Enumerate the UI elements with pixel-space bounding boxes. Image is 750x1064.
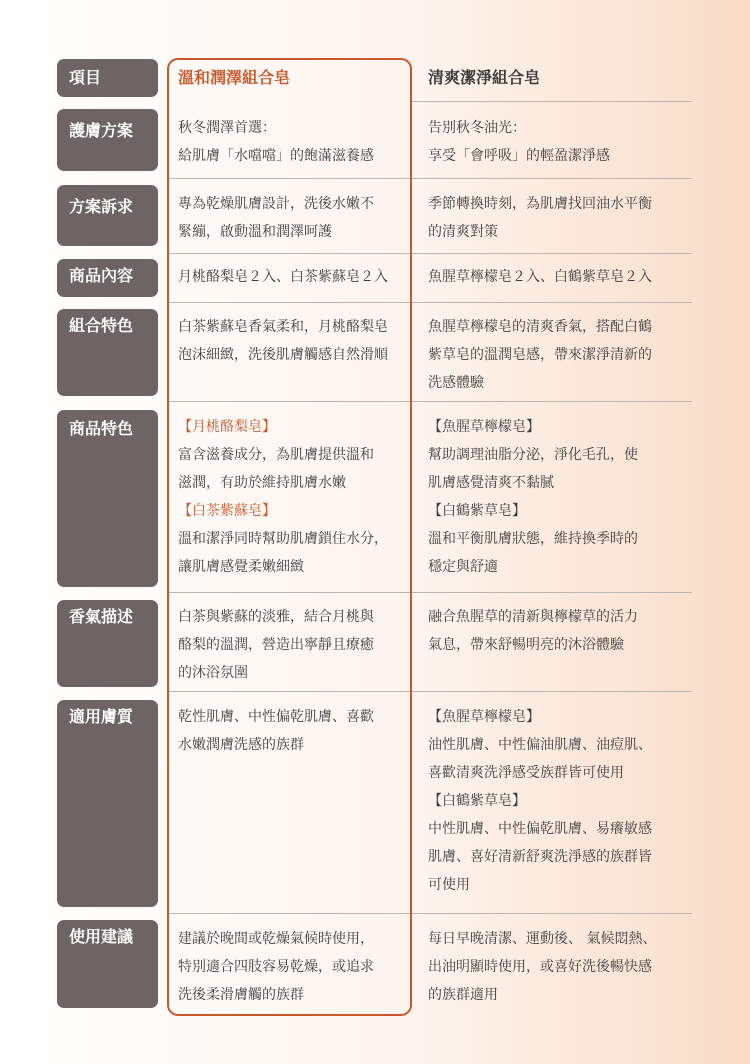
cell-line: 富含滋養成分，為肌膚提供溫和 <box>178 447 374 463</box>
cell-line: 特別適合四肢容易乾燥，或追求 <box>178 959 374 975</box>
label-text: 適用膚質 <box>69 707 134 726</box>
label-text: 方案訴求 <box>69 197 134 216</box>
label-item <box>57 59 158 97</box>
cell-line: 中性肌膚、中性偏乾肌膚、易癢敏感 <box>428 821 652 837</box>
cell-line: 魚腥草檸檬皂２入、白鶴紫草皂２入 <box>428 269 652 285</box>
cell-line: 每日早晚清潔、運動後、 氣候悶熱、 <box>428 931 657 947</box>
cell-b-plan-appeal <box>428 190 652 246</box>
cell-line: 穩定與舒適 <box>428 559 498 575</box>
cell-line: 洗後柔滑膚觸的族群 <box>178 987 304 1003</box>
label-usage <box>57 920 158 1008</box>
cell-a-contents <box>178 263 388 291</box>
cell-b-skincare-plan <box>428 114 610 170</box>
cell-a-fragrance <box>178 603 374 687</box>
cell-line: 的清爽對策 <box>428 224 498 240</box>
cell-line: 給肌膚「水噹噹」的飽滿滋養感 <box>178 148 374 164</box>
cell-line: 的族群適用 <box>428 987 498 1003</box>
col-a-title: 溫和潤澤組合皂 <box>178 68 291 87</box>
row-divider <box>412 101 692 102</box>
cell-line: 紫草皂的溫潤皂感，帶來潔淨清新的 <box>428 347 652 363</box>
label-plan-appeal <box>57 185 158 246</box>
label-product-features <box>57 410 158 587</box>
product-tag: 【白茶紫蘇皂】 <box>178 503 276 519</box>
cell-b-fragrance <box>428 603 638 659</box>
cell-line: 喜歡清爽洗淨感受族群皆可使用 <box>428 765 624 781</box>
cell-a-plan-appeal <box>178 190 374 246</box>
cell-line: 享受「會呼吸」的輕盈潔淨感 <box>428 148 610 164</box>
label-fragrance <box>57 600 158 687</box>
cell-b-product-features <box>428 413 638 581</box>
row-divider <box>167 302 692 303</box>
column-header-fresh-set <box>428 64 540 92</box>
label-set-features <box>57 309 158 396</box>
cell-line: 讓肌膚感覺柔嫩細緻 <box>178 559 304 575</box>
cell-line: 溫和潔淨同時幫助肌膚鎖住水分， <box>178 531 388 547</box>
cell-line: 的沐浴氛圍 <box>178 665 248 681</box>
cell-line: 月桃酪梨皂２入、白茶紫蘇皂２入 <box>178 269 388 285</box>
product-tag: 【魚腥草檸檬皂】 <box>428 419 540 435</box>
cell-b-contents <box>428 263 652 291</box>
label-item-text: 項目 <box>69 68 102 87</box>
cell-line: 季節轉換時刻，為肌膚找回油水平衡 <box>428 196 652 212</box>
label-text: 組合特色 <box>69 316 134 335</box>
col-b-title: 清爽潔淨組合皂 <box>428 68 541 87</box>
cell-line: 專為乾燥肌膚設計，洗後水嫩不 <box>178 196 374 212</box>
cell-line: 水嫩潤膚洗感的族群 <box>178 737 304 753</box>
cell-line: 魚腥草檸檬皂的清爽香氣，搭配白鶴 <box>428 319 652 335</box>
cell-line: 融合魚腥草的清新與檸檬草的活力 <box>428 609 638 625</box>
cell-line: 出油明顯時使用，或喜好洗後暢快感 <box>428 959 652 975</box>
row-divider <box>167 401 692 402</box>
row-divider <box>167 178 692 179</box>
cell-line: 油性肌膚、中性偏油肌膚、油痘肌、 <box>428 737 652 753</box>
product-tag: 【白鶴紫草皂】 <box>428 793 526 809</box>
row-divider <box>167 913 692 914</box>
product-tag: 【月桃酪梨皂】 <box>178 419 276 435</box>
cell-line: 告別秋冬油光： <box>428 120 526 136</box>
cell-line: 溫和平衡肌膚狀態，維持換季時的 <box>428 531 638 547</box>
cell-line: 幫助調理油脂分泌，淨化毛孔，使 <box>428 447 638 463</box>
cell-line: 建議於晚間或乾燥氣候時使用， <box>178 931 374 947</box>
label-text: 香氣描述 <box>69 607 134 626</box>
label-skincare-plan <box>57 109 158 171</box>
product-tag: 【魚腥草檸檬皂】 <box>428 709 540 725</box>
label-contents <box>57 259 158 297</box>
label-text: 護膚方案 <box>69 121 134 140</box>
cell-a-set-features <box>178 313 388 369</box>
row-divider <box>167 691 692 692</box>
cell-line: 氣息，帶來舒暢明亮的沐浴體驗 <box>428 637 624 653</box>
cell-a-usage <box>178 925 374 1009</box>
label-text: 使用建議 <box>69 927 134 946</box>
label-text: 商品內容 <box>69 266 134 285</box>
row-divider <box>167 592 692 593</box>
cell-b-usage <box>428 925 656 1009</box>
cell-a-skincare-plan <box>178 114 374 170</box>
cell-line: 酪梨的溫潤，營造出寧靜且療癒 <box>178 637 374 653</box>
row-divider <box>167 253 692 254</box>
cell-line: 肌膚、喜好清新舒爽洗淨感的族群皆 <box>428 849 652 865</box>
label-skin-type <box>57 700 158 907</box>
cell-line: 乾性肌膚、中性偏乾肌膚、喜歡 <box>178 709 374 725</box>
cell-line: 滋潤，有助於維持肌膚水嫩 <box>178 475 346 491</box>
product-tag: 【白鶴紫草皂】 <box>428 503 526 519</box>
cell-b-skin-type <box>428 703 652 899</box>
cell-line: 白茶紫蘇皂香氣柔和，月桃酪梨皂 <box>178 319 388 335</box>
cell-line: 可使用 <box>428 877 470 893</box>
cell-a-product-features <box>178 413 388 581</box>
cell-b-set-features <box>428 313 652 397</box>
cell-line: 秋冬潤澤首選： <box>178 120 276 136</box>
cell-line: 洗感體驗 <box>428 375 484 391</box>
cell-a-skin-type <box>178 703 374 759</box>
column-header-gentle-set <box>178 64 290 92</box>
cell-line: 泡沫細緻，洗後肌膚觸感自然滑順 <box>178 347 388 363</box>
label-text: 商品特色 <box>69 419 134 438</box>
cell-line: 緊繃，啟動溫和潤澤呵護 <box>178 224 332 240</box>
cell-line: 肌膚感覺清爽不黏膩 <box>428 475 554 491</box>
cell-line: 白茶與紫蘇的淡雅，結合月桃與 <box>178 609 374 625</box>
